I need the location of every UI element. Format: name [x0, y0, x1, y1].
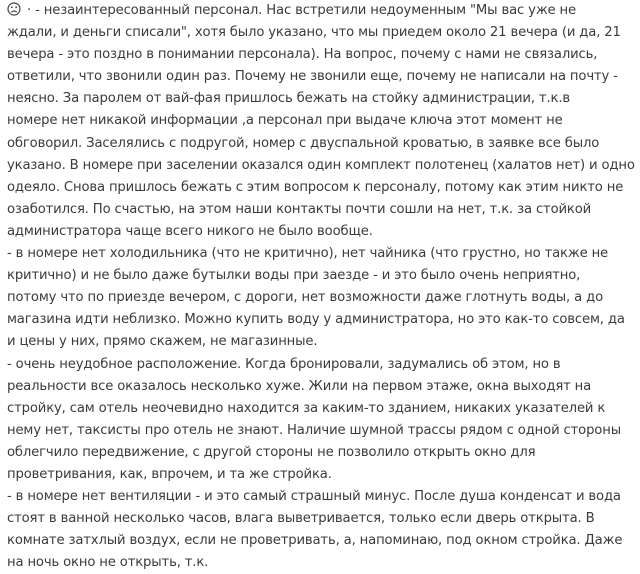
review-line: стройку, сам отель неочевидно находится за каким-то зданием, никаких указателей к — [7, 400, 606, 416]
review-text — [7, 0, 635, 574]
review-line: - в номере нет вентиляции - и это самый страшный минус. После душа конденсат и вода — [7, 489, 621, 505]
review-line: - очень неудобное расположение. Когда бронировали, задумались об этом, но в — [7, 356, 561, 372]
review-line: и цены у них, прямо скажем, не магазинные. — [7, 334, 318, 350]
review-line: ждали, и деньги списали", хотя было указано, что мы приедем около 21 вечера (и да, 21 — [7, 25, 621, 41]
review-line: реальности все оказалось несколько хуже. Жили на первом этаже, окна выходят на — [7, 378, 592, 394]
review-line: указано. В номере при заселении оказался один комплект полотенец (халатов нет) и одно — [7, 157, 635, 173]
review-line — [7, 0, 635, 22]
review-line: неясно. За паролем от вай-фая пришлось бежать на стойку администрации, т.к.в — [7, 91, 570, 107]
review-line: ответили, что звонили один раз. Почему не звонили еще, почему не написали на почту - — [7, 69, 618, 85]
review-line: нему нет, таксисты про отель не знают. Наличие шумной трассы рядом с одной стороны — [7, 422, 621, 438]
review-line: проветривания, как, впрочем, и та же стройка. — [7, 466, 332, 482]
review-line: на ночь окно не открыть, т.к. — [7, 555, 209, 571]
review-line: озаботился. По счастью, на этом наши контакты почти сошли на нет, т.к. за стойкой — [7, 201, 592, 217]
review-line: номере нет никакой информации ,а персонал при выдаче ключа этот момент не — [7, 113, 563, 129]
sad-face-icon — [7, 2, 21, 16]
review-line: облегчило передвижение, с другой стороны не позволило открыть окно для — [7, 444, 536, 460]
review-line: критично) и не было даже бутылки воды при заезде - и это было очень неприятно, — [7, 268, 581, 284]
review-line: комнате затхлый воздух, если не проветривать, а, напоминаю, под окном стройка. Даже — [7, 533, 623, 549]
review-line: одеяло. Снова пришлось бежать с этим вопросом к персоналу, потому как этим никто не — [7, 179, 624, 195]
review-line: потому что по приезде вечером, с дороги, нет возможности даже глотнуть воды, а до — [7, 290, 604, 306]
review-line: стоят в ванной несколько часов, влага выветривается, только если дверь открыта. В — [7, 511, 595, 527]
review-line: вечера - это поздно в понимании персонала). На вопрос, почему с нами не связались, — [7, 47, 598, 63]
review-line: обговорил. Заселялись с подругой, номер с двуспальной кроватью, в заявке все было — [7, 135, 600, 151]
review-line: магазина идти неблизко. Можно купить воду у администратора, но это как-то совсем, да — [7, 312, 625, 328]
review-line: администратора чаще всего никого не было вообще. — [7, 223, 373, 239]
review-line-text: · - незаинтересованный персонал. Нас встретили недоуменным "Мы вас уже не — [23, 3, 576, 18]
review-line: - в номере нет холодильника (что не критично), нет чайника (что грустно, но также не — [7, 246, 609, 262]
